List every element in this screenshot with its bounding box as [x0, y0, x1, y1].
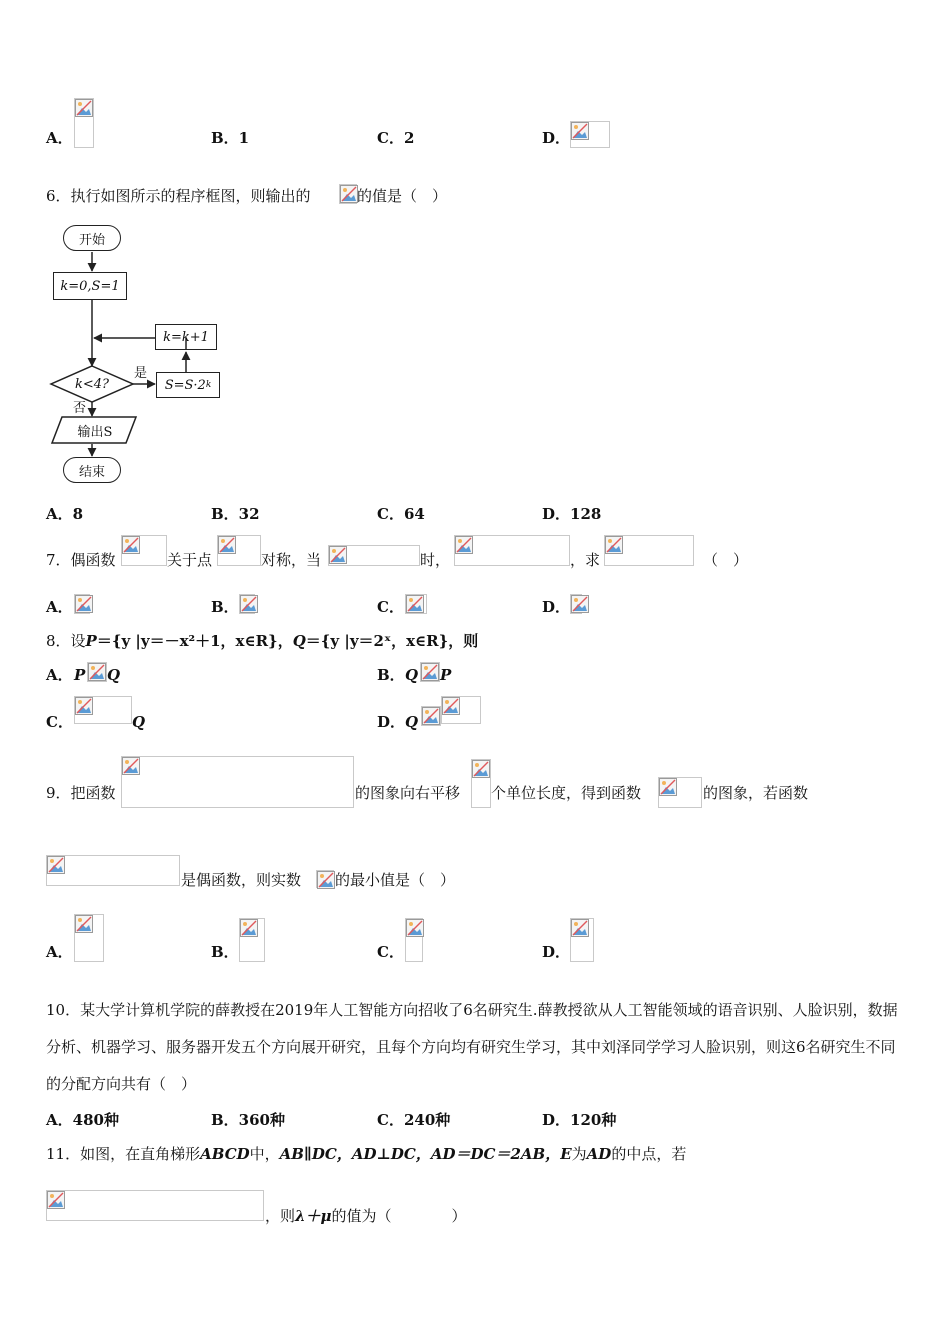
q9-image-4	[46, 855, 180, 886]
flowchart-no: 否	[73, 401, 87, 416]
q7-image-4	[454, 535, 570, 566]
broken-image-icon	[571, 595, 589, 613]
broken-image-icon	[88, 663, 106, 681]
q11-post: 的中点，若	[611, 1145, 687, 1163]
broken-image-icon	[75, 915, 93, 933]
q8-option-c-right: Q	[132, 713, 146, 731]
broken-image-icon	[47, 1191, 65, 1209]
q8-set-p-definition: ＝{y |y＝－x²＋1，x∈R}，	[96, 632, 293, 650]
q5-option-b: B．1	[211, 129, 250, 147]
q9-option-a-image	[74, 914, 104, 962]
q6-option-b: B．32	[211, 505, 260, 523]
q7-part1: 7．偶函数	[46, 551, 116, 569]
q8-option-d-image-2	[441, 696, 481, 724]
broken-image-icon	[240, 919, 258, 937]
q7-image-2	[217, 535, 261, 566]
q7-part2: 关于点	[167, 551, 213, 569]
broken-image-icon	[329, 546, 347, 564]
q5-option-a: A．	[46, 129, 73, 147]
q8-option-b-image	[420, 662, 440, 682]
q7-option-d-image	[570, 594, 582, 614]
flowchart-init: k=0,S=1	[53, 272, 127, 300]
q9-option-c-image	[405, 918, 423, 962]
broken-image-icon	[240, 595, 258, 613]
q7-image-5	[604, 535, 694, 566]
broken-image-icon	[442, 697, 460, 715]
broken-image-icon	[659, 778, 677, 796]
q9-image-5	[316, 870, 334, 888]
broken-image-icon	[472, 760, 490, 778]
q8-stem-prefix: 8．设	[46, 632, 86, 650]
q8-option-b-right: P	[440, 666, 452, 684]
broken-image-icon	[122, 536, 140, 554]
q8-option-a-image	[87, 662, 107, 682]
q9-image-1	[121, 756, 354, 808]
q9-image-2	[471, 759, 491, 808]
q11-relations: AB∥DC，AD⊥DC，AD＝DC＝2AB，E	[279, 1145, 572, 1163]
q10-stem: 10．某大学计算机学院的薛教授在2019年人工智能方向招收了6名研究生.薛教授欲从人工智能领域的语音识别、人脸识别，数据分析、机器学习、服务器开发五个方向展开研究，且每个方向均有研究生学习，其中刘泽同学学习人脸识别，则这6名研究生不同的分配方向共有（ ）	[46, 1001, 898, 1093]
q11-tail	[265, 1207, 467, 1225]
q8-option-a-label: A．	[46, 666, 73, 684]
q8-set-q: Q	[292, 632, 306, 650]
q7-option-c-image	[405, 594, 427, 614]
q11-abcd: ABCD	[200, 1145, 250, 1163]
broken-image-icon	[317, 871, 335, 889]
broken-image-icon	[406, 919, 424, 937]
q7-option-d: D．	[542, 598, 571, 616]
q7-option-b-image	[239, 594, 255, 614]
broken-image-icon	[571, 919, 589, 937]
q10-option-a: A．480种	[46, 1111, 119, 1129]
q10-option-d: D．120种	[542, 1111, 617, 1129]
flowchart-end: 结束	[63, 457, 121, 483]
broken-image-icon	[75, 595, 93, 613]
q8-option-b-left: Q	[405, 666, 419, 684]
q7-option-a: A．	[46, 598, 73, 616]
q11-mid2: 为	[571, 1145, 587, 1163]
q9-part5: 是偶函数，则实数	[181, 871, 302, 889]
q8-option-a-left: P	[74, 666, 86, 684]
q7-image-1	[121, 535, 167, 566]
q9-part6: 的最小值是（ ）	[335, 871, 456, 889]
broken-image-icon	[605, 536, 623, 554]
q10-option-b: B．360种	[211, 1111, 285, 1129]
q8-option-c-label: C．	[46, 713, 73, 731]
flowchart-condition: k<4?	[74, 376, 109, 392]
q9-option-b-image	[239, 918, 265, 962]
broken-image-icon	[75, 697, 93, 715]
q8-stem	[46, 632, 478, 650]
q9-option-c: C．	[377, 943, 404, 961]
q11-stem	[46, 1145, 686, 1163]
q9-option-d: D．	[542, 943, 571, 961]
q8-option-d-label: D．	[377, 713, 406, 731]
q6-stem-pre: 6．执行如图所示的程序框图，则输出的	[46, 187, 311, 205]
q5-option-c: C．2	[377, 129, 415, 147]
q7-option-b: B．	[211, 598, 239, 616]
q8-option-d-image-1	[421, 706, 441, 726]
q9-option-d-image	[570, 918, 594, 962]
q7-part5: ，求	[570, 551, 601, 569]
flowchart-yes: 是	[134, 366, 148, 381]
q11-mid1: 中，	[249, 1145, 280, 1163]
q7-part6: （ ）	[703, 551, 749, 569]
flowchart-increment: k=k+1	[155, 324, 217, 350]
q11-lambda-mu: λ＋μ	[295, 1207, 332, 1225]
broken-image-icon	[218, 536, 236, 554]
q9-option-a: A．	[46, 943, 73, 961]
flowchart-start: 开始	[63, 225, 121, 251]
flowchart-output: 输出S	[77, 424, 113, 440]
broken-image-icon	[122, 757, 140, 775]
q8-option-d-left: Q	[405, 713, 419, 731]
q11-image	[46, 1190, 264, 1221]
q6-option-a: A．8	[46, 505, 84, 523]
broken-image-icon	[406, 595, 424, 613]
q7-option-c: C．	[377, 598, 404, 616]
q9-part4: 的图象，若函数	[703, 784, 809, 802]
q11-pre: 11．如图，在直角梯形	[46, 1145, 201, 1163]
broken-image-icon	[422, 707, 440, 725]
flowchart-update-exponent: k	[205, 380, 212, 390]
q7-part3: 对称，当	[261, 551, 322, 569]
q9-part1: 9．把函数	[46, 784, 116, 802]
q7-option-a-image	[74, 594, 90, 614]
q7-part4: 时，	[420, 551, 451, 569]
q11-ad: AD	[586, 1145, 612, 1163]
q9-part2: 的图象向右平移	[355, 784, 461, 802]
q9-part3: 个单位长度，得到函数	[491, 784, 642, 802]
q7-image-3	[328, 545, 420, 566]
q8-set-q-definition: ＝{y |y＝2ˣ，x∈R}，则	[305, 632, 479, 650]
flowchart-update-expr: S=S·2	[164, 377, 206, 393]
q6-option-d: D．128	[542, 505, 602, 523]
q9-option-b: B．	[211, 943, 239, 961]
q11-tail-post: 的值为（ ）	[331, 1207, 467, 1225]
q9-image-3	[658, 777, 702, 808]
broken-image-icon	[47, 856, 65, 874]
broken-image-icon	[455, 536, 473, 554]
q10-option-c: C．240种	[377, 1111, 451, 1129]
q8-option-a-right: Q	[107, 666, 121, 684]
flowchart-update	[156, 372, 220, 398]
q11-tail-pre: ，则	[265, 1207, 296, 1225]
q6-option-c: C．64	[377, 505, 425, 523]
broken-image-icon	[421, 663, 439, 681]
q5-option-d: D．	[542, 129, 571, 147]
q6-stem-post: 的值是（ ）	[357, 187, 448, 205]
q8-set-p: P	[85, 632, 97, 650]
q8-option-b-label: B．	[377, 666, 405, 684]
q8-option-c-image	[74, 696, 132, 724]
